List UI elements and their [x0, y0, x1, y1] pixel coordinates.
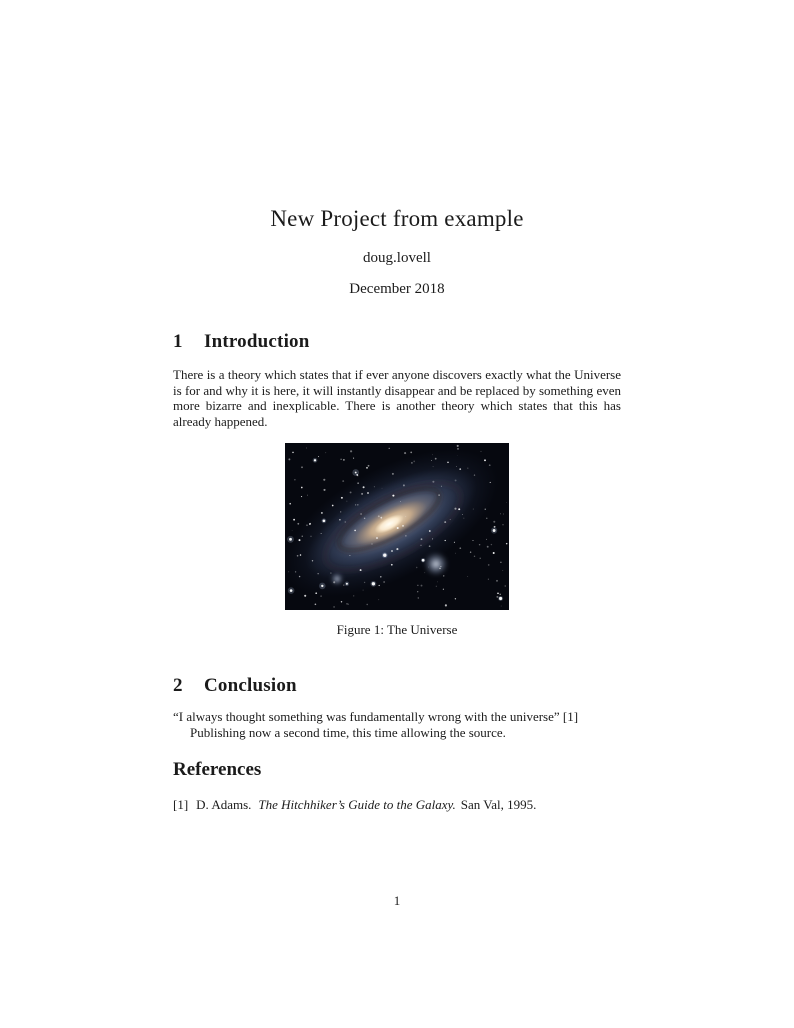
section-heading-conclusion: [173, 675, 621, 697]
author-line: doug.lovell: [363, 250, 431, 266]
figure-1: [285, 443, 509, 610]
page-number: 1: [393, 893, 401, 908]
reference-label: [1]: [173, 797, 189, 812]
figure-caption: Figure 1: The Universe: [336, 622, 458, 637]
conclusion-quote-line: “I always thought something was fundamentally wrong with the universe” [1]: [173, 709, 579, 724]
date-line: December 2018: [349, 281, 445, 297]
reference-title: The Hitchhiker’s Guide to the Galaxy.: [258, 797, 456, 812]
companion-galaxy-small: [331, 573, 343, 585]
reference-authors: D. Adams.: [196, 797, 252, 812]
section-title: Conclusion: [204, 675, 297, 696]
galaxy-image: [285, 443, 509, 610]
section-title: Introduction: [204, 331, 310, 352]
section-number: 1: [173, 331, 183, 352]
reference-publisher: San Val, 1995.: [460, 797, 537, 812]
page-title: New Project from example: [270, 206, 524, 231]
references-heading: References: [173, 759, 262, 780]
conclusion-text: [173, 709, 621, 740]
conclusion-publish-line: Publishing now a second time, this time allowing the source.: [190, 724, 506, 740]
reference-entry: [173, 797, 643, 813]
section-heading-introduction: [173, 331, 621, 353]
companion-galaxy: [424, 552, 448, 576]
introduction-paragraph: There is a theory which states that if ever anyone discovers exactly what the Universe is for and why it is here, it will instantly disappear and be replaced by something even more bizarre and inexplicable. There is another theory which states that this has already happened.: [173, 367, 621, 429]
section-number: 2: [173, 675, 183, 696]
